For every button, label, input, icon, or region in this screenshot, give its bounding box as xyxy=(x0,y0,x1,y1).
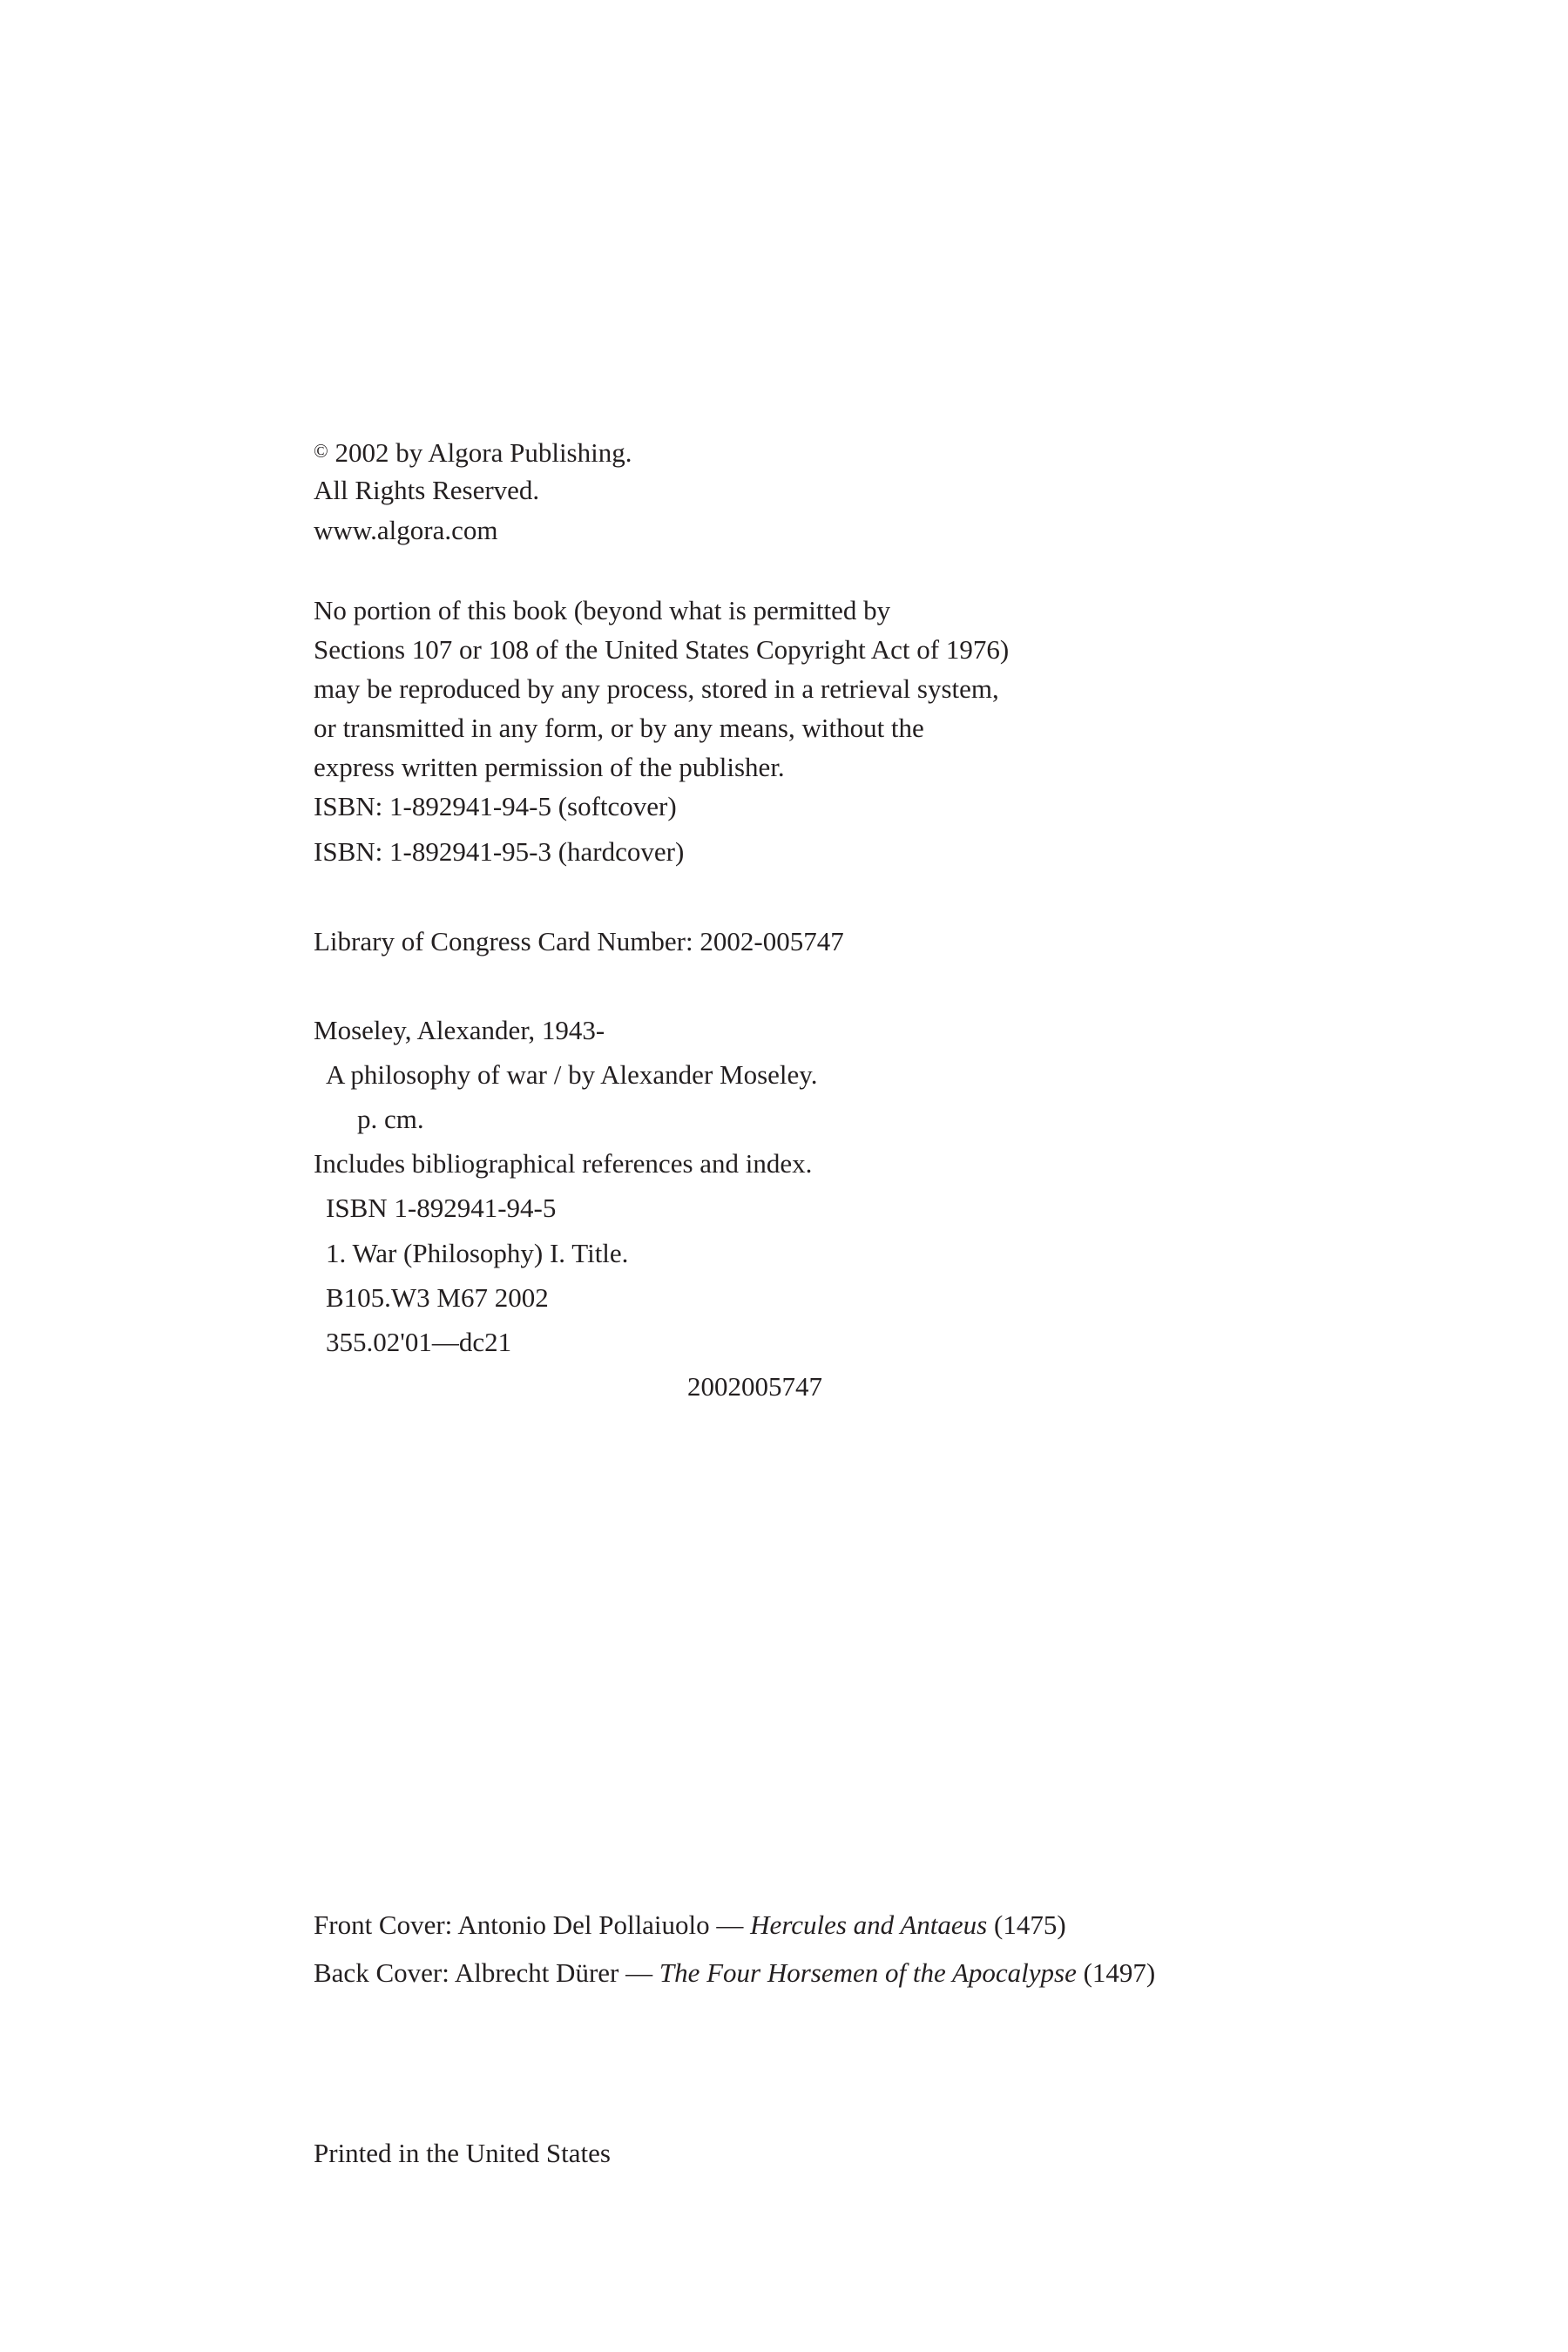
notice-line-5: express written permission of the publisher. xyxy=(314,752,785,782)
cip-pcm: p. cm. xyxy=(357,1104,424,1134)
cip-isbn: ISBN 1-892941-94-5 xyxy=(326,1193,557,1223)
isbn-softcover: ISBN: 1-892941-94-5 (softcover) xyxy=(314,791,677,821)
notice-line-1: No portion of this book (beyond what is permitted by xyxy=(314,595,891,625)
notice-line-2: Sections 107 or 108 of the United States Copyright Act of 1976) xyxy=(314,634,1010,665)
printed-in: Printed in the United States xyxy=(314,2138,611,2168)
cip-call-number: B105.W3 M67 2002 xyxy=(326,1282,549,1313)
cip-lccn: 2002005747 xyxy=(687,1371,822,1402)
notice-line-3: may be reproduced by any process, stored in a retrieval system, xyxy=(314,673,999,704)
copyright-line xyxy=(314,436,632,469)
back-cover-year: (1497) xyxy=(1076,1957,1156,1988)
back-cover-credit xyxy=(314,1957,1155,1989)
front-cover-credit xyxy=(314,1909,1066,1941)
loc-card-number: Library of Congress Card Number: 2002-005747 xyxy=(314,926,844,956)
back-cover-prefix: Back Cover: Albrecht Dürer — xyxy=(314,1957,659,1988)
front-cover-title: Hercules and Antaeus xyxy=(750,1909,988,1940)
copyright-symbol: © xyxy=(314,440,328,462)
back-cover-title: The Four Horsemen of the Apocalypse xyxy=(659,1957,1077,1988)
copyright-holder: 2002 by Algora Publishing. xyxy=(335,437,632,468)
front-cover-prefix: Front Cover: Antonio Del Pollaiuolo — xyxy=(314,1909,751,1940)
front-cover-year: (1475) xyxy=(987,1909,1066,1940)
notice-line-4: or transmitted in any form, or by any means, without the xyxy=(314,713,924,743)
rights-reserved: All Rights Reserved. xyxy=(314,475,540,505)
cip-title: A philosophy of war / by Alexander Moseley. xyxy=(326,1059,818,1090)
cip-includes: Includes bibliographical references and index. xyxy=(314,1148,813,1179)
isbn-hardcover: ISBN: 1-892941-95-3 (hardcover) xyxy=(314,836,685,867)
publisher-website: www.algora.com xyxy=(314,515,498,545)
cip-subjects: 1. War (Philosophy) I. Title. xyxy=(326,1238,629,1268)
cip-author: Moseley, Alexander, 1943- xyxy=(314,1015,605,1045)
cip-dewey: 355.02'01—dc21 xyxy=(326,1327,512,1357)
